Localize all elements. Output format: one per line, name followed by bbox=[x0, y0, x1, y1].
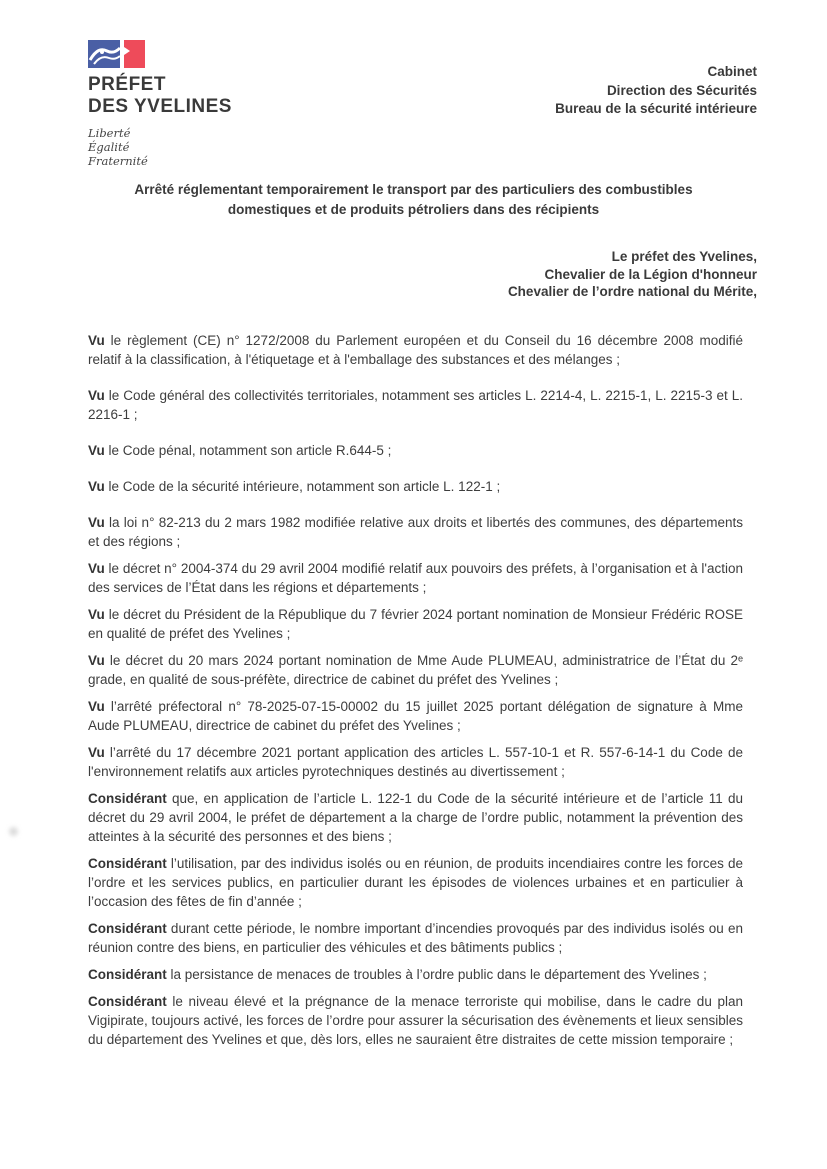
recital-lead: Vu bbox=[88, 443, 105, 458]
motto-liberte: Liberté bbox=[88, 126, 131, 140]
recital-lead: Considérant bbox=[88, 856, 167, 871]
recital-text: l’arrêté préfectoral n° 78-2025-07-15-00002 du 15 juillet 2025 portant délégation de signature à Mme Aude PLUMEAU, directrice de cabinet du préfet des Yvelines ; bbox=[88, 699, 743, 733]
recital-text: le règlement (CE) n° 1272/2008 du Parlement européen et du Conseil du 16 décembre 2008 modifié relatif à la classification, à l'étiquetage et à l'emballage des substances et des mélanges ; bbox=[88, 333, 743, 367]
recital-text: l’arrêté du 17 décembre 2021 portant application des articles L. 557-10-1 et R. 557-6-14-1 du Code de l'environnement relatifs aux articles pyrotechniques destinés au divertissement ; bbox=[88, 745, 743, 779]
recital-lead: Vu bbox=[88, 745, 105, 760]
recital-text: le Code de la sécurité intérieure, notamment son article L. 122-1 ; bbox=[104, 479, 501, 494]
issuer-line3: Chevalier de l’ordre national du Mérite, bbox=[507, 284, 757, 299]
recital-paragraph bbox=[88, 992, 743, 1049]
recital-lead: Considérant bbox=[88, 967, 167, 982]
recital-text: la loi n° 82-213 du 2 mars 1982 modifiée relative aux droits et libertés des communes, des départements et des régions ; bbox=[88, 515, 743, 549]
recital-text: le Code général des collectivités territoriales, notamment ses articles L. 2214-4, L. 2215-1, L. 2215-3 et L. 2216-1 ; bbox=[88, 388, 743, 422]
recital-paragraph bbox=[88, 513, 743, 551]
document-title-line1: Arrêté réglementant temporairement le transport par des particuliers des combustibles bbox=[134, 182, 693, 197]
recital-lead: Vu bbox=[88, 699, 105, 714]
recital-paragraph bbox=[88, 559, 743, 597]
recital-lead: Considérant bbox=[88, 791, 167, 806]
recital-text: durant cette période, le nombre important d’incendies provoqués par des individus isolés ou en réunion contre des biens, en particulier des véhicules et des bâtiments publics ; bbox=[88, 921, 743, 955]
recital-paragraph bbox=[88, 441, 743, 460]
motto-egalite: Égalité bbox=[88, 140, 130, 154]
recital-text: le décret du Président de la République du 7 février 2024 portant nomination de Monsieur Frédéric ROSE en qualité de préfet des Yvelines ; bbox=[88, 607, 743, 641]
prefecture-name bbox=[88, 74, 348, 118]
recital-text: le niveau élevé et la prégnance de la menace terroriste qui mobilise, dans le cadre du plan Vigipirate, toujours activé, les forces de l’ordre pour assurer la sécurisation des évènements et lieux sensibles du département des Yvelines et que, dès lors, elles ne sauraient être distraites de cette mission temporaire ; bbox=[88, 994, 743, 1047]
recital-lead: Vu bbox=[88, 515, 105, 530]
recital-paragraph bbox=[88, 697, 743, 735]
recital-text: la persistance de menaces de troubles à l’ordre public dans le département des Yvelines ; bbox=[166, 967, 707, 982]
recital-paragraph bbox=[88, 919, 743, 957]
prefecture-name-line1: PRÉFET bbox=[88, 74, 166, 95]
republic-motto bbox=[88, 126, 348, 168]
recital-paragraph bbox=[88, 605, 743, 643]
recital-paragraph bbox=[88, 331, 743, 369]
issuer-line2: Chevalier de la Légion d'honneur bbox=[544, 266, 757, 282]
issuing-service bbox=[555, 63, 757, 119]
recital-lead: Considérant bbox=[88, 994, 167, 1009]
recital-paragraph bbox=[88, 743, 743, 781]
recital-lead: Vu bbox=[88, 607, 105, 622]
recitals-list bbox=[88, 331, 743, 1057]
recital-paragraph bbox=[88, 854, 743, 911]
recital-lead: Vu bbox=[88, 479, 105, 494]
recital-paragraph bbox=[88, 651, 743, 689]
recital-lead: Considérant bbox=[88, 921, 167, 936]
recital-lead: Vu bbox=[88, 333, 105, 348]
recital-text: le décret n° 2004-374 du 29 avril 2004 modifié relatif aux pouvoirs des préfets, à l’organisation et à l'action des services de l’État dans les régions et départements ; bbox=[88, 561, 743, 595]
service-line-cabinet: Cabinet bbox=[707, 64, 757, 79]
recital-paragraph bbox=[88, 965, 743, 984]
document-title-line2: domestiques et de produits pétroliers dans des récipients bbox=[227, 202, 600, 217]
recital-lead: Vu bbox=[88, 388, 105, 403]
motto-fraternite: Fraternité bbox=[88, 154, 148, 168]
recital-text: que, en application de l’article L. 122-1 du Code de la sécurité intérieure et de l’article 11 du décret du 29 avril 2004, le préfet de département a la charge de l’ordre public, notamment la prévention des atteintes à la sécurité des personnes et des biens ; bbox=[88, 791, 743, 844]
recital-lead: Vu bbox=[88, 561, 105, 576]
recital-lead: Vu bbox=[88, 653, 105, 668]
scan-artifact bbox=[9, 827, 18, 836]
prefecture-name-line2: DES YVELINES bbox=[88, 96, 232, 117]
recital-paragraph bbox=[88, 386, 743, 424]
recital-text: le Code pénal, notamment son article R.644-5 ; bbox=[104, 443, 392, 458]
recital-text: le décret du 20 mars 2024 portant nomination de Mme Aude PLUMEAU, administratrice de l’État du 2ᵉ grade, en qualité de sous-préfète, directrice de cabinet du préfet des Yvelines ; bbox=[88, 653, 743, 687]
document-title bbox=[84, 180, 743, 220]
service-line-bureau: Bureau de la sécurité intérieure bbox=[555, 101, 757, 116]
recital-paragraph bbox=[88, 789, 743, 846]
recital-text: l’utilisation, par des individus isolés ou en réunion, de produits incendiaires contre les forces de l’ordre et les services publics, en particulier durant les épisodes de violences urbaines et en particulier à l’occasion des fêtes de fin d’année ; bbox=[88, 856, 743, 909]
french-flag-marianne-icon bbox=[88, 40, 145, 68]
prefecture-logo bbox=[88, 40, 348, 168]
issuer bbox=[508, 248, 757, 301]
issuer-line1: Le préfet des Yvelines, bbox=[611, 249, 757, 264]
service-line-direction: Direction des Sécurités bbox=[606, 82, 757, 98]
recital-paragraph bbox=[88, 477, 743, 496]
